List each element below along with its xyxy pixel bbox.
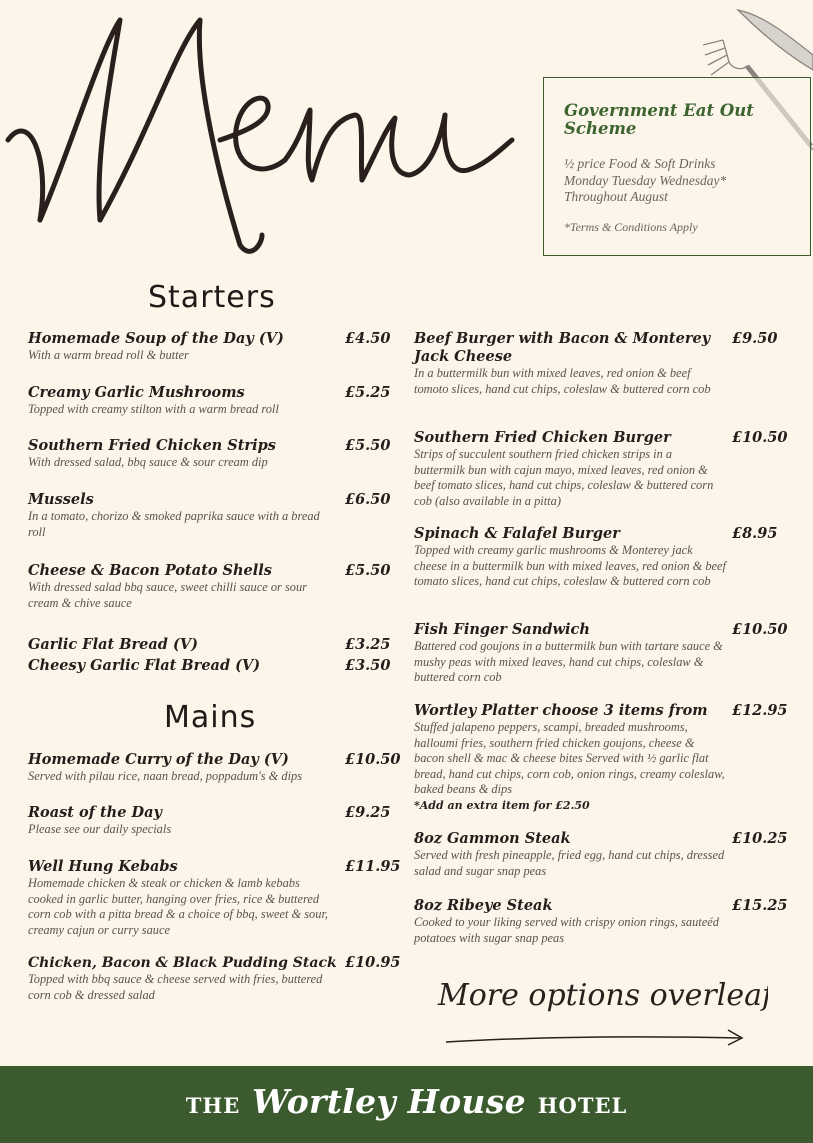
menu-item (28, 491, 390, 540)
menu-item (28, 804, 390, 838)
item-description: In a buttermilk bun with mixed leaves, red onion & beef tomoto slices, hand cut chips, coleslaw & buttered corn cob (414, 366, 711, 396)
menu-item (28, 858, 401, 938)
item-name: 8oz Gammon Steak (414, 830, 571, 847)
item-name: Garlic Flat Bread (V) (28, 636, 198, 653)
knife-icon (738, 10, 813, 70)
menu-item (414, 830, 786, 879)
eat-out-terms: *Terms & Conditions Apply (564, 219, 698, 234)
menu-item (28, 562, 390, 611)
menu-item (28, 636, 390, 654)
item-name: Spinach & Falafel Burger (414, 525, 620, 542)
item-description: With dressed salad, bbq sauce & sour cream dip (28, 455, 268, 469)
item-price: £10.50 (732, 621, 788, 638)
eat-out-line: Throughout August (564, 189, 668, 204)
item-name: Fish Finger Sandwich (414, 621, 590, 638)
item-note: *Add an extra item for £2.50 (414, 798, 590, 812)
menu-item (28, 751, 401, 785)
item-price: £4.50 (345, 330, 391, 347)
footer (0, 1066, 813, 1143)
item-price: £10.50 (345, 751, 401, 768)
item-description: Topped with creamy garlic mushrooms & Monterey jack cheese in a buttermilk bun with mixed leaves, red onion & beef tomato slices, hand cut chips, coleslaw & buttered corn cob (414, 543, 726, 588)
menu-item (414, 330, 786, 397)
item-price: £5.50 (345, 437, 391, 454)
item-price: £15.25 (732, 897, 788, 914)
menu-item (414, 621, 786, 686)
hotel-name-main: Wortley House (252, 1082, 526, 1121)
item-name: Roast of the Day (28, 804, 162, 821)
item-price: £5.25 (345, 384, 391, 401)
menu-item (414, 525, 786, 590)
eat-out-line: Monday Tuesday Wednesday* (564, 172, 727, 188)
item-price: £9.25 (345, 804, 391, 821)
menu-item (28, 954, 400, 1003)
hotel-name (0, 1082, 813, 1121)
item-description: Battered cod goujons in a buttermilk bun with tartare sauce & mushy peas with mixed leaves, hand cut chips, coleslaw & buttered corn cob (414, 639, 723, 684)
item-name: 8oz Ribeye Steak (414, 897, 553, 914)
item-price: £3.50 (345, 657, 391, 674)
item-price: £12.95 (732, 702, 788, 719)
item-name: Mussels (28, 491, 94, 508)
mains-heading: Mains (164, 700, 257, 735)
item-description: Strips of succulent southern fried chicken strips in a buttermilk bun with cajun mayo, mixed leaves, red onion & beef tomato slices, hand cut chips, coleslaw & buttered corn cob (also available in a pitta) (414, 447, 714, 508)
item-name: Homemade Soup of the Day (V) (28, 330, 284, 347)
item-description: With a warm bread roll & butter (28, 348, 189, 362)
menu-item (414, 897, 786, 946)
item-price: £9.50 (732, 330, 778, 347)
item-price: £10.25 (732, 830, 788, 847)
starters-heading: Starters (148, 280, 276, 315)
item-price: £3.25 (345, 636, 391, 653)
item-price: £8.95 (732, 525, 778, 542)
item-description: Topped with creamy stilton with a warm bread roll (28, 402, 279, 416)
menu-item (28, 437, 390, 471)
menu-item (28, 330, 390, 364)
item-price: £6.50 (345, 491, 391, 508)
item-name: Homemade Curry of the Day (V) (28, 751, 289, 768)
item-name: Southern Fried Chicken Strips (28, 437, 276, 454)
item-description: Cooked to your liking served with crispy onion rings, sauteéd potatoes with sugar snap peas (414, 915, 719, 945)
item-description: Stuffed jalapeno peppers, scampi, breaded mushrooms, halloumi fries, southern fried chicken goujons, cheese & bacon shell & mac & cheese bites Served with ½ garlic flat bread, hand cut chips, corn cob, onion rings, creamy coleslaw, baked beans & dips (414, 720, 725, 796)
item-name: Cheesy Garlic Flat Bread (V) (28, 657, 261, 674)
menu-item (414, 702, 786, 812)
item-price: £10.50 (732, 429, 788, 446)
menu-item (28, 657, 390, 675)
item-name: Cheese & Bacon Potato Shells (28, 562, 272, 579)
eat-out-title: Government Eat Out Scheme (564, 101, 754, 138)
item-name: Well Hung Kebabs (28, 858, 178, 875)
item-description: Topped with bbq sauce & cheese served with fries, buttered corn cob & dressed salad (28, 972, 323, 1002)
item-name: Southern Fried Chicken Burger (414, 429, 671, 446)
hotel-name-suffix: HOTEL (537, 1093, 628, 1118)
menu-item (414, 429, 786, 509)
menu-title (0, 0, 540, 270)
item-description: In a tomato, chorizo & smoked paprika sauce with a bread roll (28, 509, 320, 539)
item-description: Served with fresh pineapple, fried egg, hand cut chips, dressed salad and sugar snap peas (414, 848, 725, 878)
item-description: Served with pilau rice, naan bread, poppadum's & dips (28, 769, 303, 783)
arrow-right-icon (446, 1030, 742, 1045)
item-price: £10.95 (345, 954, 401, 971)
overleaf-text: More options overleaf (438, 978, 768, 1013)
item-name: Creamy Garlic Mushrooms (28, 384, 245, 401)
item-name: Chicken, Bacon & Black Pudding Stack (28, 955, 337, 971)
item-name: Wortley Platter choose 3 items from (414, 702, 708, 719)
more-options-overleaf (428, 950, 768, 1050)
eat-out-line: ½ price Food & Soft Drinks (564, 156, 716, 171)
item-name: Beef Burger with Bacon & Monterey Jack Cheese (414, 330, 711, 365)
item-price: £5.50 (345, 562, 391, 579)
item-description: Homemade chicken & steak or chicken & lamb kebabs cooked in garlic butter, hanging over fries, rice & buttered corn cob with a pitta bread & a choice of bbq, sweet & sour, creamy cajun or curry sauce (28, 876, 328, 937)
menu-item (28, 384, 390, 418)
item-description: Please see our daily specials (28, 822, 172, 836)
hotel-name-prefix: THE (185, 1093, 241, 1118)
item-description: With dressed salad bbq sauce, sweet chilli sauce or sour cream & chive sauce (28, 580, 307, 610)
eat-out-scheme-box (543, 77, 811, 256)
item-price: £11.95 (345, 858, 401, 875)
